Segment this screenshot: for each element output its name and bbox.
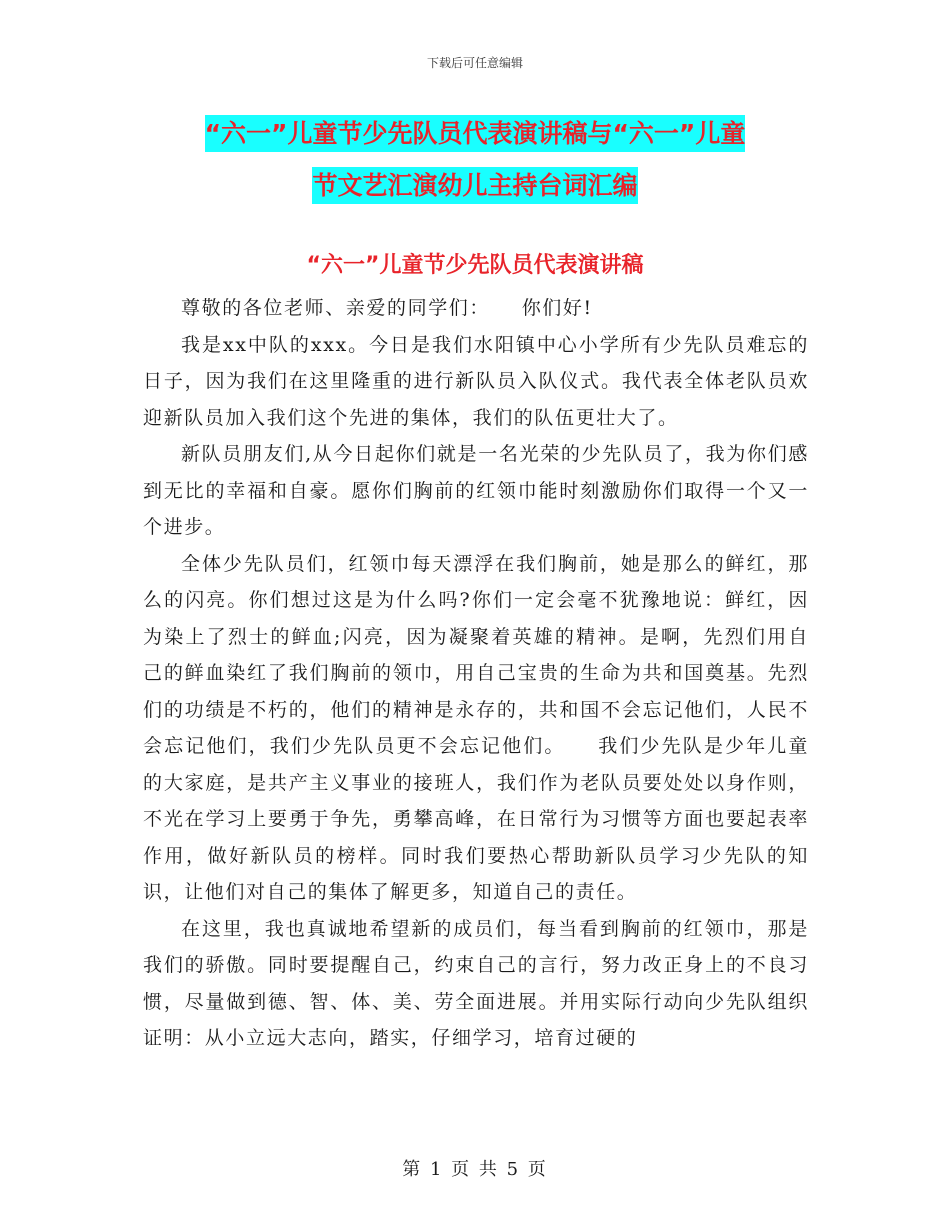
document-title-line-1: “六一”儿童节少先队员代表演讲稿与“六一”儿童: [205, 115, 746, 152]
paragraph: 在这里，我也真诚地希望新的成员们，每当看到胸前的红领巾，那是我们的骄傲。同时要提醒自己，约束自己的言行，努力改正身上的不良习惯，尽量做到德、智、体、美、劳全面进展。并用实际行动向少先队组织证明：从小立远大志向，踏实，仔细学习，培育过硬的: [143, 917, 809, 1049]
document-title-line-2: 节文艺汇演幼儿主持台词汇编: [312, 167, 637, 204]
paragraph: 新队员朋友们,从今日起你们就是一名光荣的少先队员了，我为你们感到无比的幸福和自豪。愿你们胸前的红领巾能时刻激励你们取得一个又一个进步。: [143, 443, 809, 538]
section-title: “六一”儿童节少先队员代表演讲稿: [306, 253, 644, 278]
document-title: [120, 108, 830, 212]
document-body: [143, 290, 809, 1057]
paragraph: 全体少先队员们，红领巾每天漂浮在我们胸前，她是那么的鲜红，那么的闪亮。你们想过这是为什么吗?你们一定会毫不犹豫地说：鲜红，因为染上了烈士的鲜血;闪亮，因为凝聚着英雄的精神。是啊，先烈们用自己的鲜血染红了我们胸前的领巾，用自己宝贵的生命为共和国奠基。先烈们的功绩是不朽的，他们的精神是永存的，共和国不会忘记他们，人民不会忘记他们，我们少先队员更不会忘记他们。 我们少先队是少年儿童的大家庭，是共产主义事业的接班人，我们作为老队员要处处以身作则，不光在学习上要勇于争先，勇攀高峰，在日常行为习惯等方面也要起表率作用，做好新队员的榜样。同时我们要热心帮助新队员学习少先队的知识，让他们对自己的集体了解更多，知道自己的责任。: [143, 552, 809, 903]
page-footer: 第 1 页 共 5 页: [402, 1159, 548, 1180]
header-note: 下载后可任意编辑: [426, 56, 523, 70]
paragraph: 我是xx中队的xxx。今日是我们水阳镇中心小学所有少先队员难忘的日子，因为我们在这里隆重的进行新队员入队仪式。我代表全体老队员欢迎新队员加入我们这个先进的集体，我们的队伍更壮大了。: [143, 333, 809, 429]
paragraph-salutation: 尊敬的各位老师、亲爱的同学们： 你们好!: [181, 297, 593, 319]
